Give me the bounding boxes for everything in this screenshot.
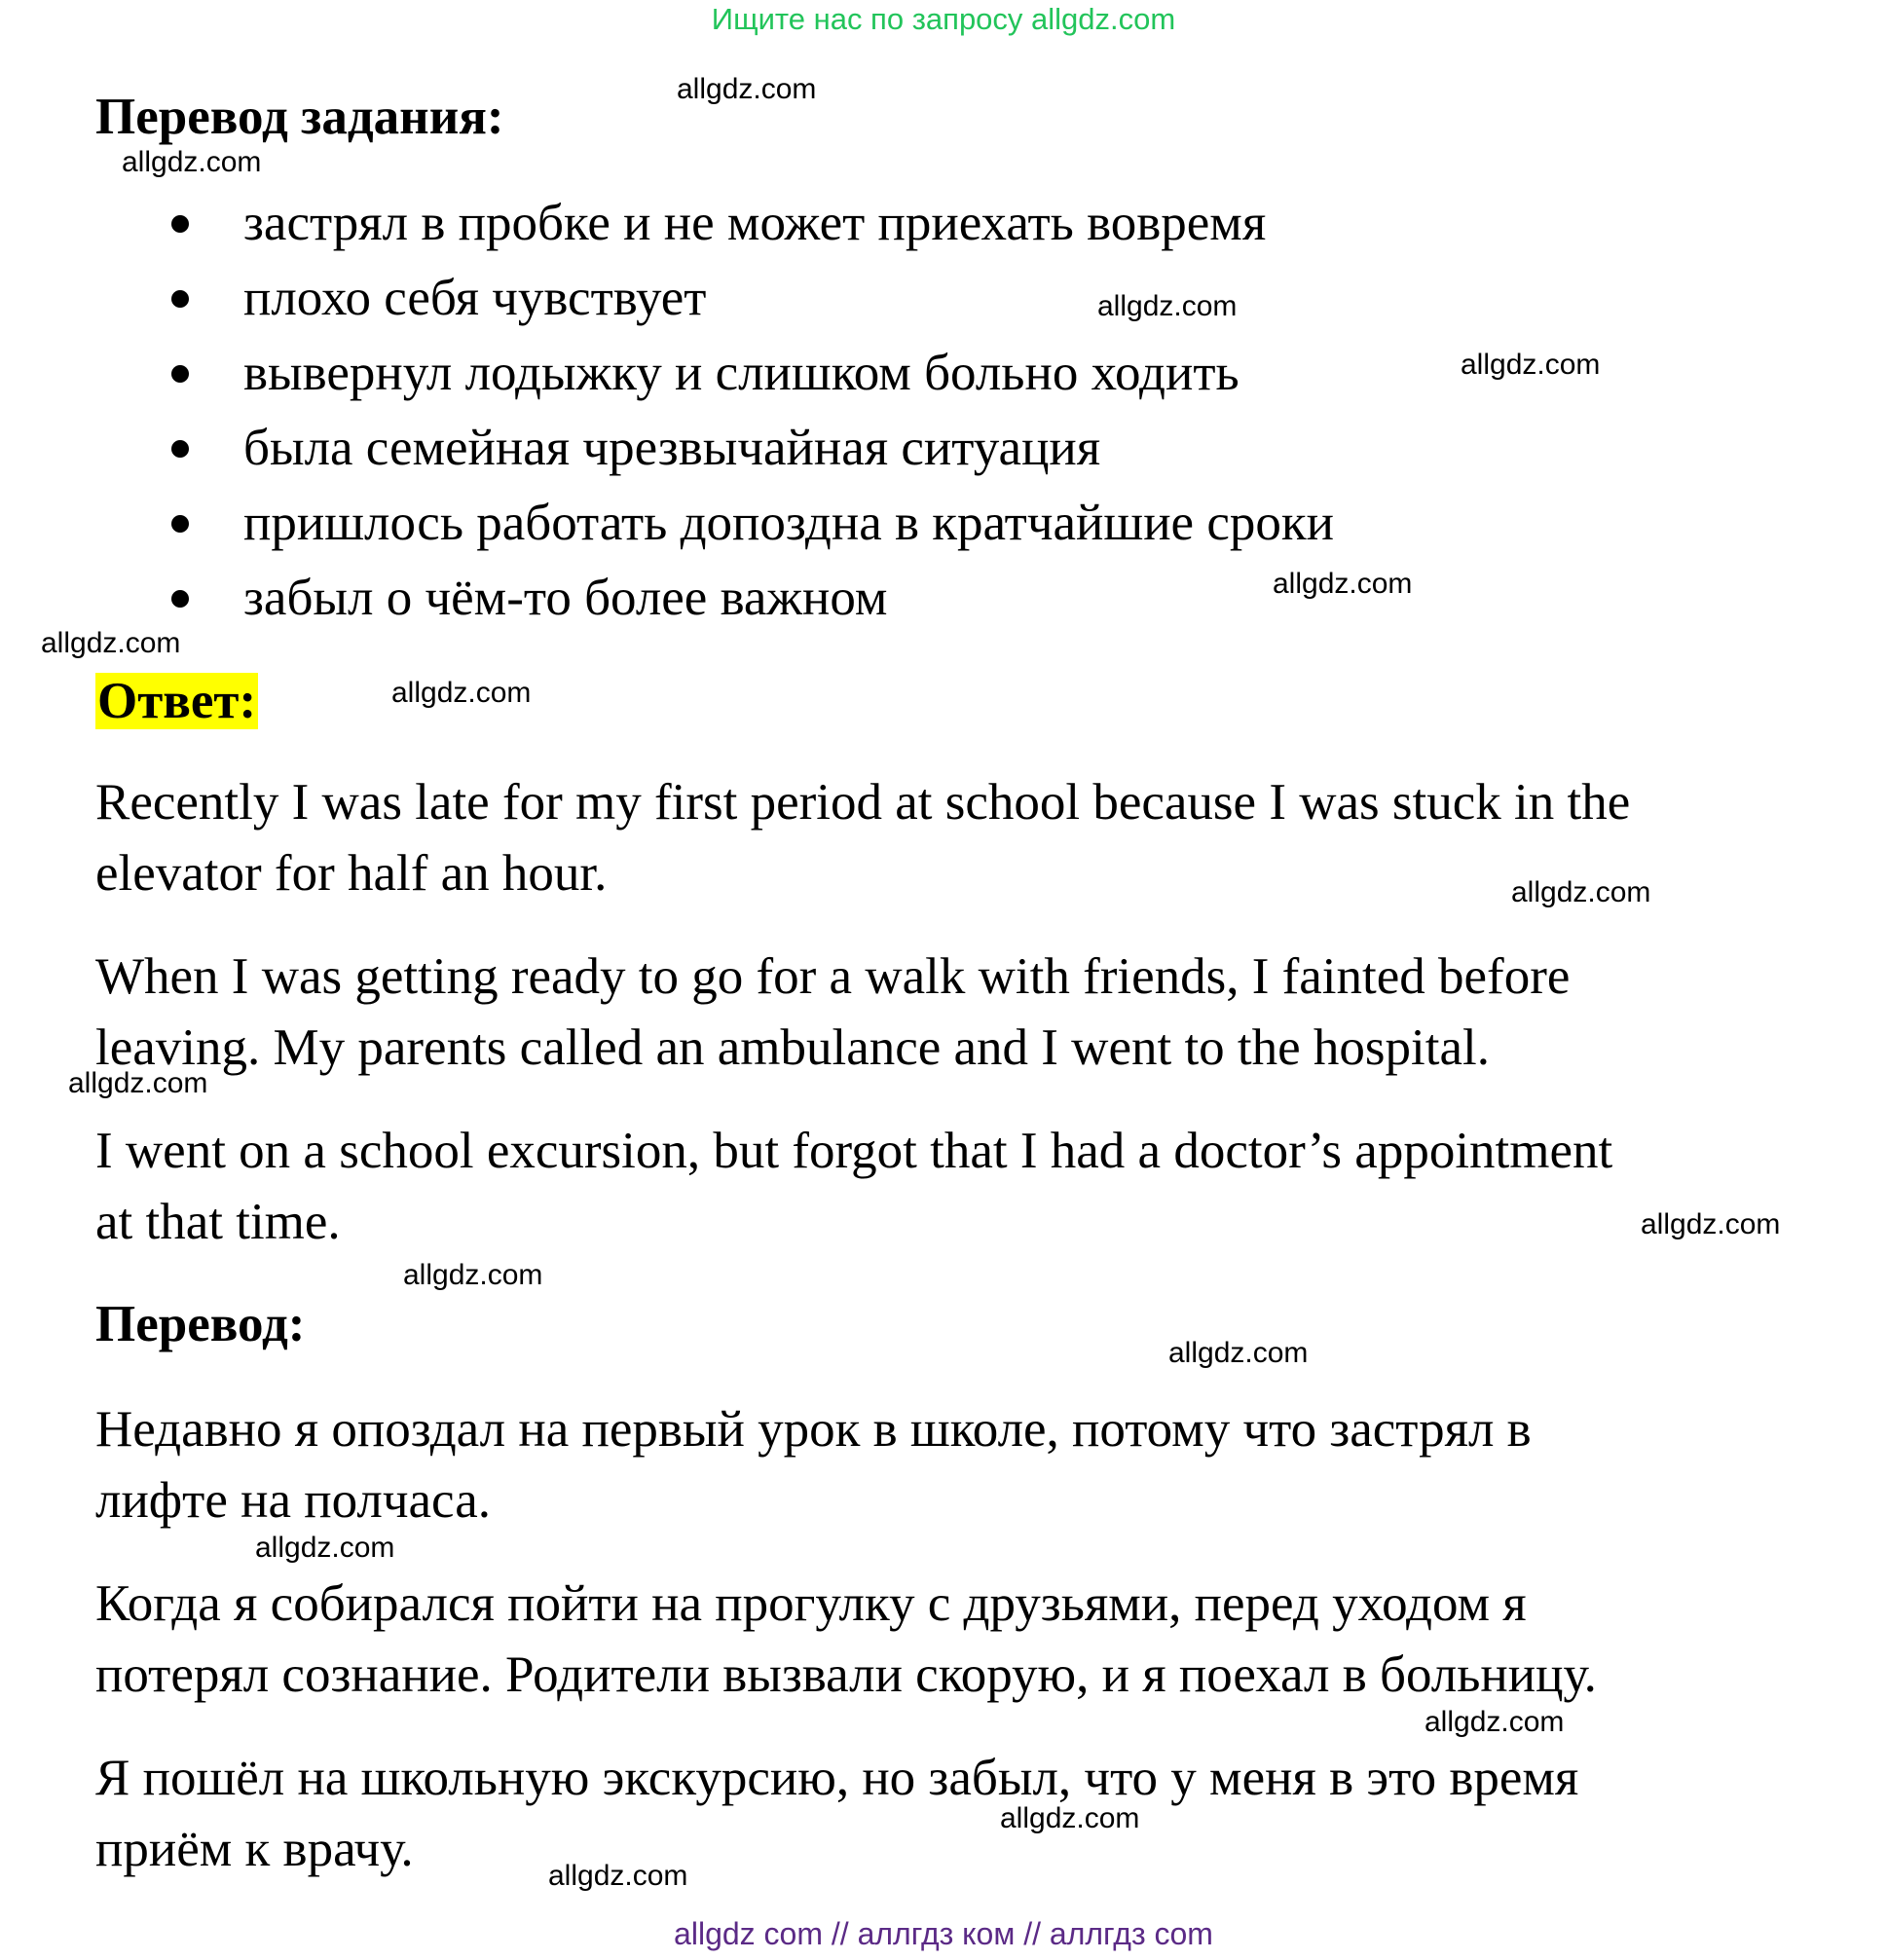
paragraph-line: Недавно я опоздал на первый урок в школе, потому что застрял в <box>95 1401 1532 1458</box>
paragraph-line: Recently I was late for my first period at school because I was stuck in the <box>95 774 1631 831</box>
watermark: allgdz.com <box>548 1860 688 1892</box>
paragraph-line: приём к врачу. <box>95 1821 414 1877</box>
watermark: allgdz.com <box>1273 568 1413 600</box>
watermark: allgdz.com <box>1461 349 1601 381</box>
watermark: allgdz.com <box>1000 1802 1140 1834</box>
watermark: allgdz.com <box>1097 290 1238 322</box>
paragraph-line: Я пошёл на школьную экскурсию, но забыл, что у меня в это время <box>95 1750 1579 1806</box>
bullet-icon <box>171 215 189 233</box>
list-item-text: была семейная чрезвычайная ситуация <box>243 420 1101 476</box>
translation-paragraph-2 <box>95 1569 1597 1711</box>
watermark: allgdz.com <box>122 146 262 178</box>
translation-paragraph-3 <box>95 1743 1578 1885</box>
paragraph-line: I went on a school excursion, but forgot that I had a doctor’s appointment <box>95 1123 1613 1179</box>
watermark: allgdz.com <box>403 1259 543 1291</box>
list-item-text: застрял в пробке и не может приехать вовремя <box>243 195 1267 251</box>
footer-links: allgdz com // аллгдз ком // аллгдз com <box>674 1916 1213 1951</box>
answer-paragraph-2 <box>95 942 1570 1084</box>
task-translation-heading: Перевод задания: <box>95 89 504 145</box>
paragraph-line: Когда я собирался пойти на прогулку с друзьями, перед уходом я <box>95 1575 1527 1632</box>
watermark: allgdz.com <box>1511 876 1651 908</box>
list-item-text: вывернул лодыжку и слишком больно ходить <box>243 345 1240 401</box>
list-item-text: плохо себя чувствует <box>243 270 707 326</box>
watermark: allgdz.com <box>677 73 817 105</box>
search-banner: Ищите нас по запросу allgdz.com <box>711 2 1176 36</box>
list-item-text: пришлось работать допоздна в кратчайшие сроки <box>243 495 1334 551</box>
bullet-icon <box>171 515 189 533</box>
watermark: allgdz.com <box>68 1067 208 1099</box>
paragraph-line: потерял сознание. Родители вызвали скорую, и я поехал в больницу. <box>95 1646 1597 1703</box>
bullet-icon <box>171 290 189 308</box>
watermark: allgdz.com <box>1424 1706 1565 1738</box>
translation-paragraph-1 <box>95 1394 1532 1536</box>
paragraph-line: When I was getting ready to go for a walk with friends, I fainted before <box>95 948 1571 1005</box>
watermark: allgdz.com <box>255 1532 395 1564</box>
watermark: allgdz.com <box>391 677 532 709</box>
translation-heading: Перевод: <box>95 1296 306 1352</box>
watermark: allgdz.com <box>1168 1337 1309 1369</box>
paragraph-line: elevator for half an hour. <box>95 845 608 902</box>
list-item-text: забыл о чём-то более важном <box>243 570 888 626</box>
paragraph-line: leaving. My parents called an ambulance and I went to the hospital. <box>95 1019 1491 1076</box>
bullet-icon <box>171 365 189 383</box>
watermark: allgdz.com <box>41 627 181 659</box>
bullet-icon <box>171 590 189 608</box>
answer-heading <box>95 672 258 730</box>
answer-paragraph-1 <box>95 767 1630 909</box>
paragraph-line: at that time. <box>95 1194 341 1250</box>
watermark: allgdz.com <box>1641 1208 1781 1240</box>
bullet-icon <box>171 440 189 458</box>
paragraph-line: лифте на полчаса. <box>95 1472 491 1529</box>
answer-paragraph-3 <box>95 1116 1612 1258</box>
answer-heading-highlight: Ответ: <box>97 673 257 729</box>
